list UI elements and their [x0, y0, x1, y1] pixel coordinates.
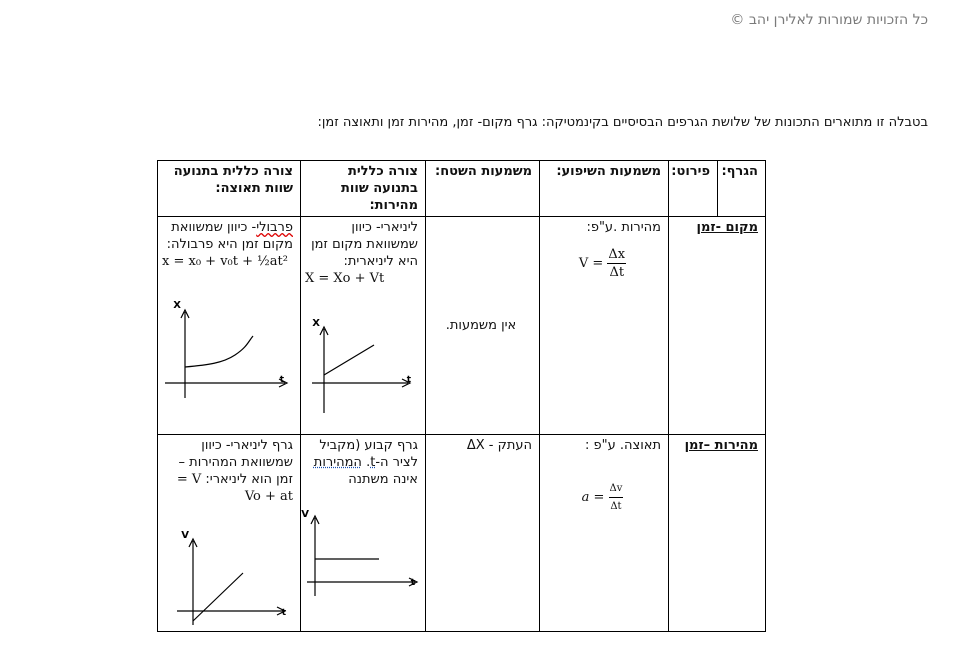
- ua-description: - כיוון שמשוואת מקום זמן היא פרבולה:: [166, 220, 293, 252]
- ua-word: פרבולי: [256, 220, 293, 235]
- fraction: [609, 480, 624, 515]
- ua-text: [162, 219, 293, 253]
- header-details: פירוט:: [669, 161, 718, 217]
- uv-formula: X = Xo + Vt: [305, 271, 385, 286]
- ua-text: [162, 437, 293, 488]
- area-text: העתק - ΔX: [466, 438, 532, 453]
- fraction-denominator: Δt: [610, 501, 622, 512]
- fraction-numerator: Δx: [608, 247, 626, 262]
- axis-label-t: t: [406, 375, 411, 385]
- parabolic-position-graph: [163, 298, 293, 403]
- linear-velocity-graph: [163, 529, 293, 629]
- header-area: משמעות השטח:: [426, 161, 540, 217]
- slope-text: מהירות .ע"פ:: [586, 220, 661, 235]
- header-uniform-velocity: צורה כללית בתנועה שוות מהירות:: [301, 161, 426, 217]
- cell-area-velocity: [426, 435, 540, 632]
- header-uniform-acceleration: צורה כללית בתנועה שוות תאוצה:: [158, 161, 301, 217]
- row-label-velocity-time: מהירות –זמן: [684, 438, 758, 453]
- area-text: אין משמעות.: [445, 318, 517, 333]
- cell-uniform-acceleration-position: [158, 217, 301, 435]
- constant-velocity-graph: [301, 509, 425, 598]
- ua-description: גרף ליניארי- כיוון שמשוואת המהירות – זמן הוא ליניארי:: [178, 438, 293, 487]
- cell-slope-velocity: [540, 435, 669, 632]
- row-position-time: [158, 217, 766, 435]
- uv-text-part1: גרף קבוע (מקביל לציר ה-: [319, 438, 418, 470]
- ua-formula-part2: Vo + at: [244, 489, 293, 504]
- acceleration-formula: [544, 480, 661, 515]
- fraction: [607, 246, 626, 281]
- formula-lhs: a =: [581, 490, 605, 505]
- fraction-denominator: Δt: [609, 265, 625, 280]
- cell-uniform-velocity-position: [301, 217, 426, 435]
- header-slope: משמעות השיפוע:: [540, 161, 669, 217]
- uv-word: המהירות: [313, 455, 362, 470]
- uv-text: ליניארי- כיוון שמשוואת מקום זמן היא ליניארית:: [311, 220, 418, 269]
- linear-position-graph: [308, 317, 418, 417]
- axis-label-t: t: [279, 375, 284, 385]
- axis-label-t: t: [410, 578, 415, 588]
- cell-slope-position: [540, 217, 669, 435]
- cell-uniform-velocity-velocity: [301, 435, 426, 632]
- slope-text: תאוצה. ע"פ :: [585, 438, 661, 453]
- ua-formula: x = x₀ + v₀t + ½at²: [162, 254, 288, 269]
- uv-text-part2: .: [366, 455, 371, 470]
- row-velocity-time: [158, 435, 766, 632]
- fraction-numerator: Δv: [609, 480, 624, 498]
- formula-lhs: V =: [578, 256, 604, 271]
- velocity-formula: [544, 246, 661, 281]
- cell-uniform-acceleration-velocity: [158, 435, 301, 632]
- axis-label-t: t: [281, 608, 286, 618]
- header-row: [158, 161, 766, 217]
- uv-text-part3: אינה משתנה: [348, 472, 418, 487]
- copyright-notice: כל הזכויות שמורות לאלירן יהב ©: [730, 12, 928, 28]
- uv-text: [305, 437, 418, 488]
- kinematics-table: [157, 160, 766, 632]
- ua-formula-part1: V =: [176, 472, 202, 487]
- cell-area-position: [426, 217, 540, 435]
- uv-t: t: [370, 455, 376, 470]
- header-graph: הגרף:: [718, 161, 766, 217]
- axis-label-x: X: [173, 300, 181, 311]
- intro-paragraph: בטבלה זו מתוארים התכונות של שלושת הגרפים הבסיסיים בקינמטיקה: גרף מקום- זמן, מהירות זמן ותאוצה זמן:: [317, 115, 928, 130]
- row-label-position-time: מקום -זמן: [696, 220, 758, 235]
- axis-label-v: V: [301, 509, 309, 520]
- axis-label-x: X: [312, 318, 320, 329]
- axis-label-v: V: [181, 530, 189, 541]
